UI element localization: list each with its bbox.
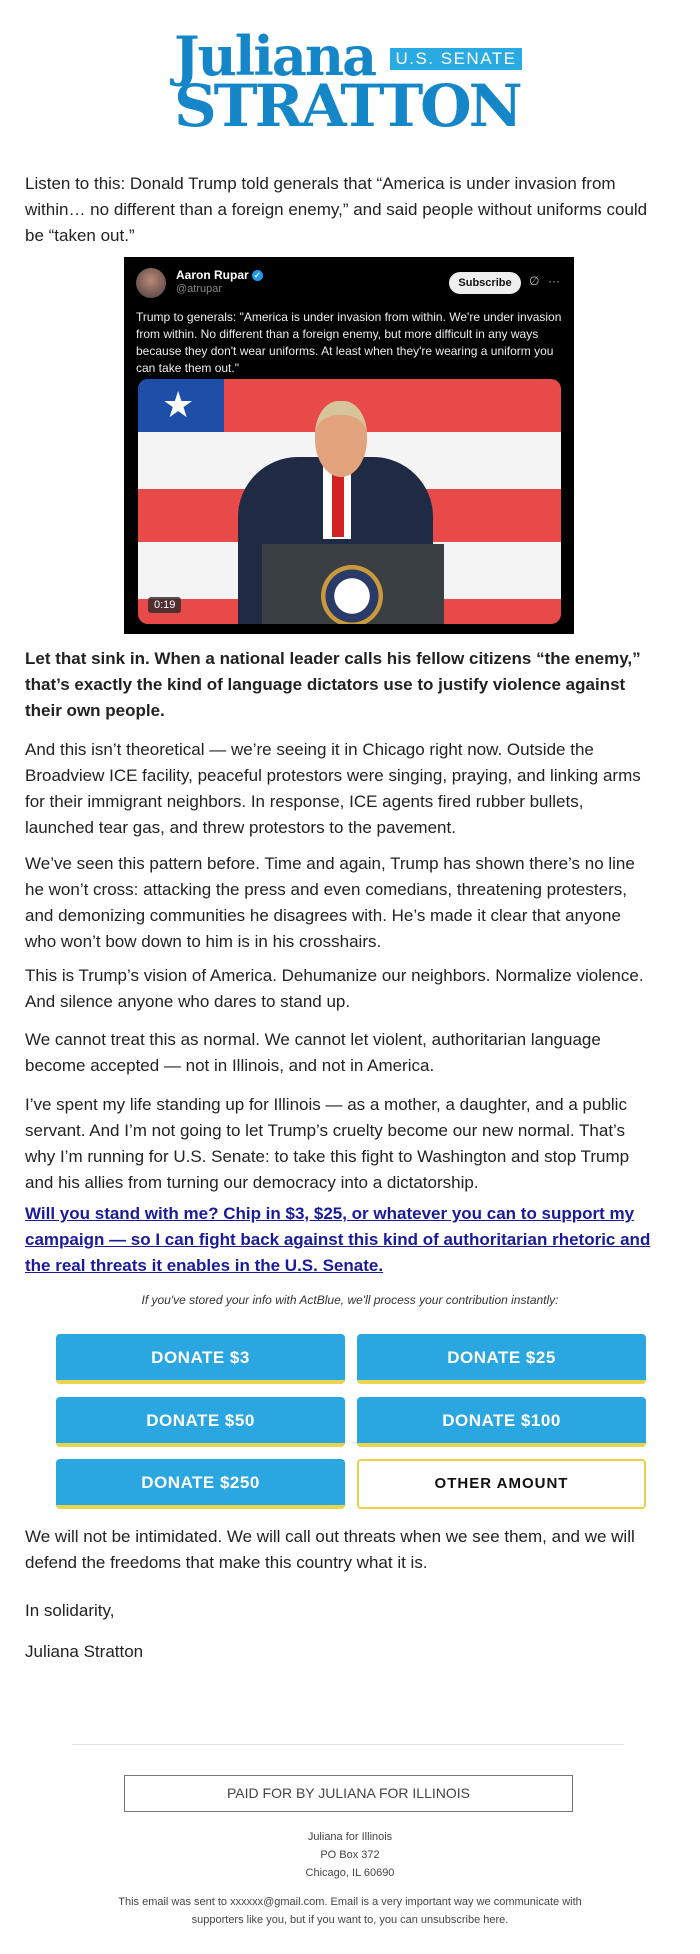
paragraph: We cannot treat this as normal. We cannot let violent, authoritarian language become accepted — not in Illinois, and not in America. bbox=[25, 1030, 601, 1075]
closing-paragraph: We will not be intimidated. We will call out threats when we see them, and we will defend the freedoms that make this country what it is. bbox=[25, 1527, 635, 1572]
video-duration: 0:19 bbox=[148, 597, 181, 613]
paid-for-box: PAID FOR BY JULIANA FOR ILLINOIS bbox=[124, 1775, 573, 1812]
intro-paragraph: Listen to this: Donald Trump told generals that “America is under invasion from within… no different than a foreign enemy,” and said people without uniforms could be “taken out.” bbox=[25, 174, 648, 245]
tweet-embed-image[interactable] bbox=[124, 257, 574, 634]
signature: Juliana Stratton bbox=[25, 1642, 144, 1661]
divider bbox=[72, 1744, 624, 1745]
actblue-note: If you've stored your info with ActBlue, we'll process your contribution instantly: bbox=[141, 1293, 559, 1307]
verified-icon: ✓ bbox=[252, 270, 263, 281]
donate-25-button[interactable]: DONATE $25 bbox=[357, 1334, 646, 1384]
tweet-text: Trump to generals: "America is under invasion from within. We're under invasion from within. No different than a foreign enemy, but more difficult in any ways because they don't wear uniforms. At least when they're wearing a uniform you can take them out." bbox=[136, 310, 562, 375]
logo-tag: U.S. SENATE bbox=[390, 48, 522, 70]
address-line: PO Box 372 bbox=[320, 1849, 380, 1861]
paragraph: We’ve seen this pattern before. Time and again, Trump has shown there’s no line he won’t cross: attacking the press and even comedians, threatening protesters, and demonizing communities he disagrees with. He’s made it clear that anyone who won’t bow down to him is in his crosshairs. bbox=[25, 854, 635, 951]
donate-250-button[interactable]: DONATE $250 bbox=[56, 1459, 345, 1509]
donate-cta-link[interactable]: Will you stand with me? Chip in $3, $25, or whatever you can to support my campaign — so I can fight back against this kind of authoritarian rhetoric and the real threats it enables in the U.S. Senate. bbox=[25, 1204, 651, 1275]
avatar bbox=[136, 268, 166, 298]
subscribe-button[interactable]: Subscribe bbox=[449, 272, 521, 294]
presidential-seal bbox=[321, 565, 383, 624]
address-line: Juliana for Illinois bbox=[307, 1831, 393, 1843]
donate-100-button[interactable]: DONATE $100 bbox=[357, 1397, 646, 1447]
unsubscribe-line[interactable]: supporters like you, but if you want to, you can unsubscribe here. bbox=[191, 1914, 509, 1926]
speaker-tie bbox=[332, 467, 344, 537]
donate-3-button[interactable]: DONATE $3 bbox=[56, 1334, 345, 1384]
logo-last-name: STRATTON bbox=[174, 72, 520, 140]
grok-icon: ∅ bbox=[529, 274, 540, 288]
paragraph: I’ve spent my life standing up for Illinois — as a mother, a daughter, and a public servant. And I’m not going to let Trump’s cruelty become our new normal. That’s why I’m running for U.S. Senate: to take this fight to Washington and stop Trump and his allies from turning our democracy into a dictatorship. bbox=[25, 1095, 630, 1192]
logo bbox=[174, 24, 526, 140]
paragraph: Let that sink in. When a national leader calls his fellow citizens “the enemy,” that’s exactly the kind of language dictators use to justify violence against their own people. bbox=[25, 649, 641, 720]
star-icon: ★ bbox=[162, 384, 195, 425]
paragraph: And this isn’t theoretical — we’re seeing it in Chicago right now. Outside the Broadview ICE facility, peaceful protestors were singing, praying, and linking arms for their immigrant neighbors. In response, ICE agents fired rubber bullets, launched tear gas, and threw protestors to the pavement. bbox=[25, 740, 641, 837]
address-line: Chicago, IL 60690 bbox=[305, 1867, 395, 1879]
logo-first-name: Juliana bbox=[174, 24, 376, 88]
tweet-handle: @atrupar bbox=[176, 283, 223, 295]
paragraph: This is Trump’s vision of America. Dehumanize our neighbors. Normalize violence. And silence anyone who dares to stand up. bbox=[25, 966, 644, 1011]
video-thumbnail[interactable] bbox=[138, 379, 561, 624]
speaker-head bbox=[315, 401, 367, 477]
signoff: In solidarity, bbox=[25, 1601, 115, 1620]
other-amount-button[interactable]: OTHER AMOUNT bbox=[357, 1459, 646, 1509]
flag-canton bbox=[138, 379, 224, 432]
tweet-author bbox=[176, 268, 263, 282]
tweet-author-name: Aaron Rupar bbox=[176, 268, 249, 282]
disclaimer-line: This email was sent to xxxxxx@gmail.com. Email is a very important way we communicate with bbox=[118, 1896, 582, 1908]
donate-50-button[interactable]: DONATE $50 bbox=[56, 1397, 345, 1447]
more-icon: ··· bbox=[548, 274, 560, 288]
